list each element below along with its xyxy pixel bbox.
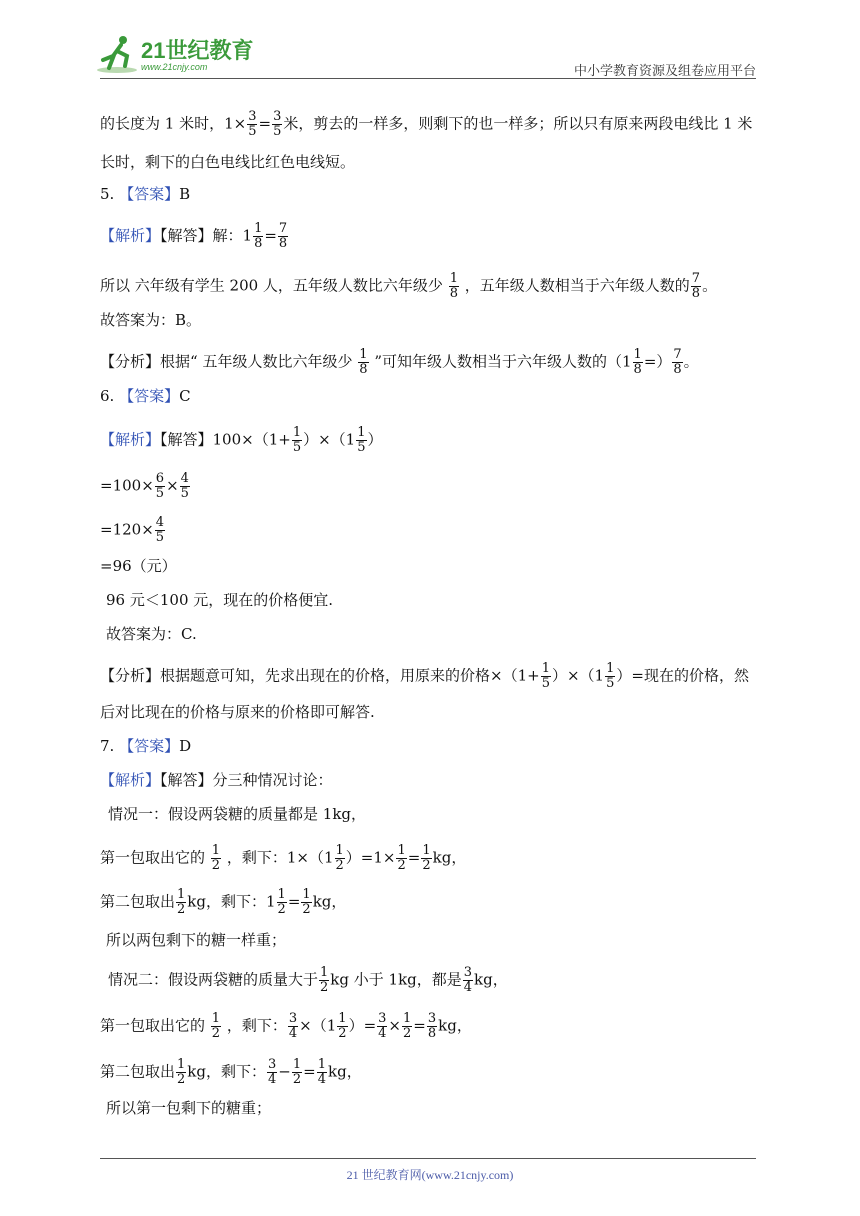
fraction (155, 516, 165, 545)
text-line (100, 1058, 362, 1087)
fraction (317, 1058, 327, 1087)
fraction-part: 2 (277, 902, 286, 917)
fraction-part: 2 (335, 858, 344, 873)
text-line: 长时，剩下的白色电线比红色电线短。 (100, 153, 356, 171)
fraction-part: 5 (292, 440, 302, 455)
text-span: 根据“ 五年级人数比六年级少 (160, 352, 353, 371)
text-span: 根据题意可知，先求出现在的价格，用原来的价格×（1+ (160, 666, 540, 685)
text-span: = (287, 892, 301, 911)
text-span: 第一包取出它的 (100, 1016, 206, 1035)
fraction-part: 7 (673, 347, 682, 362)
text-span: − (278, 1062, 291, 1081)
fraction (358, 348, 368, 377)
text-span: C (179, 387, 191, 405)
fraction (247, 110, 257, 139)
text-span: ，剩下： (226, 1016, 287, 1035)
text-line (100, 110, 752, 139)
fraction-part: 1 (403, 1011, 412, 1026)
text-span: 【答案】 (119, 387, 180, 405)
fraction-part: 2 (320, 980, 329, 995)
text-span: 【答案】 (119, 185, 180, 203)
text-span: 【解析】 (100, 430, 161, 449)
text-span: 【解析】 (100, 771, 161, 789)
header-divider (100, 78, 756, 79)
fraction-part: 1 (320, 965, 329, 980)
fraction (396, 844, 406, 873)
text-span: 【答案】 (119, 737, 180, 755)
svg-text:www.21cnjy.com: www.21cnjy.com (141, 62, 208, 72)
fraction (176, 888, 186, 917)
text-span: 的长度为 1 米时，1× (100, 114, 247, 133)
fraction-part: 4 (268, 1072, 277, 1087)
text-span: kg，剩下：1 (187, 892, 276, 911)
fraction-part: 2 (177, 902, 186, 917)
fraction (272, 110, 282, 139)
fraction-part: 1 (606, 661, 615, 676)
fraction-part: 2 (397, 858, 406, 873)
fraction-part: 7 (691, 271, 701, 286)
fraction-part: 2 (211, 858, 221, 873)
text-line (100, 272, 717, 301)
fraction (541, 662, 551, 691)
fraction-part: 1 (633, 347, 642, 362)
fraction-part: 5 (248, 124, 257, 139)
text-span: ）×（1 (551, 666, 605, 685)
text-span: ，剩下：1×（1 (226, 848, 334, 867)
text-line: 故答案为：C. (106, 625, 197, 643)
fraction-part: 1 (211, 1011, 221, 1026)
fraction-part: 1 (254, 221, 263, 236)
answer-5 (100, 184, 190, 204)
text-line (100, 844, 466, 873)
text-span: × (388, 1016, 401, 1035)
fraction-part: 5 (180, 486, 189, 501)
text-span: 第一包取出它的 (100, 848, 206, 867)
analysis-5 (100, 348, 699, 377)
answer-6 (100, 386, 191, 406)
fraction-part: 4 (288, 1026, 298, 1041)
text-span: kg 小于 1kg，都是 (330, 970, 462, 989)
fraction-part: 1 (397, 843, 406, 858)
fraction-part: 1 (541, 661, 550, 676)
fraction-part: 8 (449, 286, 458, 301)
fraction (337, 1012, 347, 1041)
fraction-part: 5 (155, 530, 165, 545)
fraction (288, 1012, 298, 1041)
text-line: 后对比现在的价格与原来的价格即可解答. (100, 703, 375, 721)
fraction-part: 2 (302, 902, 311, 917)
fraction (253, 222, 263, 251)
fraction (211, 844, 221, 873)
fraction (691, 272, 701, 301)
fraction (319, 966, 329, 995)
fraction-part: 3 (427, 1011, 437, 1026)
text-line: 所以第一包剩下的糖重； (106, 1099, 272, 1117)
text-span: 6. (100, 387, 115, 405)
math-step (100, 472, 191, 501)
text-span: 【解答】100×（1+ (160, 430, 291, 449)
fraction-part: 6 (155, 471, 165, 486)
text-span: ）= (348, 1016, 377, 1035)
svg-text:21世纪教育: 21世纪教育 (141, 38, 254, 63)
text-span: kg， (312, 892, 347, 911)
text-span: 所以 六年级有学生 200 人，五年级人数比六年级少 (100, 276, 443, 295)
fraction-part: 2 (403, 1026, 412, 1041)
fraction (301, 888, 311, 917)
text-span: 。 (702, 276, 718, 295)
fraction-part: 1 (359, 347, 368, 362)
page-header (0, 0, 860, 80)
text-span: = (407, 848, 421, 867)
fraction-part: 1 (335, 843, 344, 858)
text-span: kg， (432, 848, 467, 867)
runner-logo-icon (95, 34, 265, 74)
fraction (633, 348, 643, 377)
fraction (292, 1058, 302, 1087)
fraction-part: 1 (357, 425, 366, 440)
fraction (377, 1012, 387, 1041)
fraction-part: 5 (541, 676, 550, 691)
fraction-part: 5 (357, 440, 366, 455)
fraction-part: 3 (288, 1011, 298, 1026)
text-span: kg， (328, 1062, 362, 1081)
text-span: = (303, 1062, 316, 1081)
text-span: 【分析】 (100, 666, 161, 685)
text-span: 米，剪去的一样多，则剩下的也一样多；所以只有原来两段电线比 1 米 (283, 114, 753, 133)
text-span: × (166, 476, 179, 495)
fraction-part: 2 (422, 858, 431, 873)
text-span: =） (643, 352, 672, 371)
text-span: 情况二：假设两袋糖的质量大于 (108, 970, 319, 989)
text-span: 【解答】解：1 (160, 226, 253, 245)
text-span: kg， (438, 1016, 472, 1035)
analysis-6 (100, 662, 749, 691)
text-span: = (258, 114, 272, 133)
fraction-part: 8 (278, 236, 288, 251)
text-span: = (264, 226, 277, 245)
fraction-part: 2 (292, 1072, 302, 1087)
fraction-part: 4 (378, 1026, 387, 1041)
fraction (155, 472, 165, 501)
text-line: 96 元＜100 元，现在的价格便宜. (106, 591, 334, 609)
solution-5 (100, 222, 289, 251)
fraction-part: 1 (277, 887, 286, 902)
answer-7 (100, 736, 191, 756)
page-footer: 21 世纪教育网(www.21cnjy.com) (346, 1168, 514, 1182)
fraction (449, 272, 459, 301)
fraction-part: 1 (177, 1057, 186, 1072)
fraction-part: 1 (422, 843, 431, 858)
fraction (427, 1012, 437, 1041)
fraction-part: 3 (268, 1057, 277, 1072)
fraction-part: 1 (317, 1057, 326, 1072)
text-line (100, 888, 346, 917)
text-span: 【分析】 (100, 352, 161, 371)
text-line (108, 966, 508, 995)
text-span: =100× (100, 476, 154, 495)
text-span: ×（1 (299, 1016, 337, 1035)
fraction-part: 8 (691, 286, 701, 301)
math-step (100, 516, 166, 545)
text-span: kg，剩下： (187, 1062, 266, 1081)
fraction-part: 4 (463, 980, 473, 995)
fraction-part: 8 (254, 236, 263, 251)
site-logo (95, 34, 265, 74)
fraction (267, 1058, 277, 1087)
text-span: 【解答】分三种情况讨论： (160, 771, 333, 789)
fraction-part: 5 (606, 676, 615, 691)
text-span: ）=1× (345, 848, 396, 867)
fraction-part: 5 (273, 124, 282, 139)
fraction-part: 8 (673, 362, 682, 377)
fraction (605, 662, 615, 691)
fraction (463, 966, 473, 995)
solution-6 (100, 426, 383, 455)
fraction (278, 222, 288, 251)
text-span: 第二包取出 (100, 1062, 176, 1081)
math-step: =96（元） (100, 557, 177, 575)
fraction-part: 3 (248, 109, 257, 124)
footer-divider (100, 1158, 756, 1159)
fraction-part: 1 (338, 1011, 347, 1026)
fraction-part: 2 (338, 1026, 347, 1041)
fraction-part: 8 (633, 362, 642, 377)
fraction-part: 7 (278, 221, 288, 236)
fraction (402, 1012, 412, 1041)
text-span: 【解析】 (100, 226, 161, 245)
text-line: 故答案为：B。 (100, 311, 202, 329)
fraction (421, 844, 431, 873)
text-line: 情况一：假设两袋糖的质量都是 1kg， (108, 805, 367, 823)
fraction (292, 426, 302, 455)
fraction-part: 2 (211, 1026, 221, 1041)
text-span: =120× (100, 520, 154, 539)
fraction-part: 1 (211, 843, 221, 858)
header-tagline: 中小学教育资源及组卷应用平台 (573, 63, 756, 78)
text-line (100, 1012, 472, 1041)
fraction (176, 1058, 186, 1087)
text-span: ） (367, 430, 383, 449)
fraction-part: 3 (463, 965, 473, 980)
fraction-part: 3 (273, 109, 282, 124)
fraction-part: 1 (292, 425, 302, 440)
fraction (672, 348, 682, 377)
text-span: ）×（1 (303, 430, 356, 449)
fraction (277, 888, 287, 917)
fraction-part: 5 (155, 486, 165, 501)
fraction-part: 8 (359, 362, 368, 377)
text-span: kg， (474, 970, 508, 989)
text-span: 第二包取出 (100, 892, 176, 911)
text-line: 所以两包剩下的糖一样重； (106, 931, 287, 949)
text-span: 5. (100, 185, 115, 203)
fraction-part: 1 (177, 887, 186, 902)
text-span: 。 (683, 352, 699, 371)
fraction-part: 2 (177, 1072, 186, 1087)
text-span: ）=现在的价格，然 (616, 666, 749, 685)
fraction-part: 4 (317, 1072, 326, 1087)
fraction-part: 1 (302, 887, 311, 902)
fraction-part: 3 (378, 1011, 387, 1026)
fraction-part: 4 (155, 515, 165, 530)
fraction-part: 4 (180, 471, 189, 486)
fraction-part: 1 (292, 1057, 302, 1072)
fraction-part: 1 (449, 271, 458, 286)
text-span: ，五年级人数相当于六年级人数的 (464, 276, 690, 295)
solution-7 (100, 770, 333, 790)
text-span: D (179, 737, 192, 755)
fraction (356, 426, 366, 455)
text-span: ”可知年级人数相当于六年级人数的（1 (374, 352, 632, 371)
fraction (335, 844, 345, 873)
fraction-part: 8 (427, 1026, 437, 1041)
text-span: = (413, 1016, 426, 1035)
text-span: B (179, 185, 191, 203)
fraction (180, 472, 190, 501)
fraction (211, 1012, 221, 1041)
text-span: 7. (100, 737, 115, 755)
